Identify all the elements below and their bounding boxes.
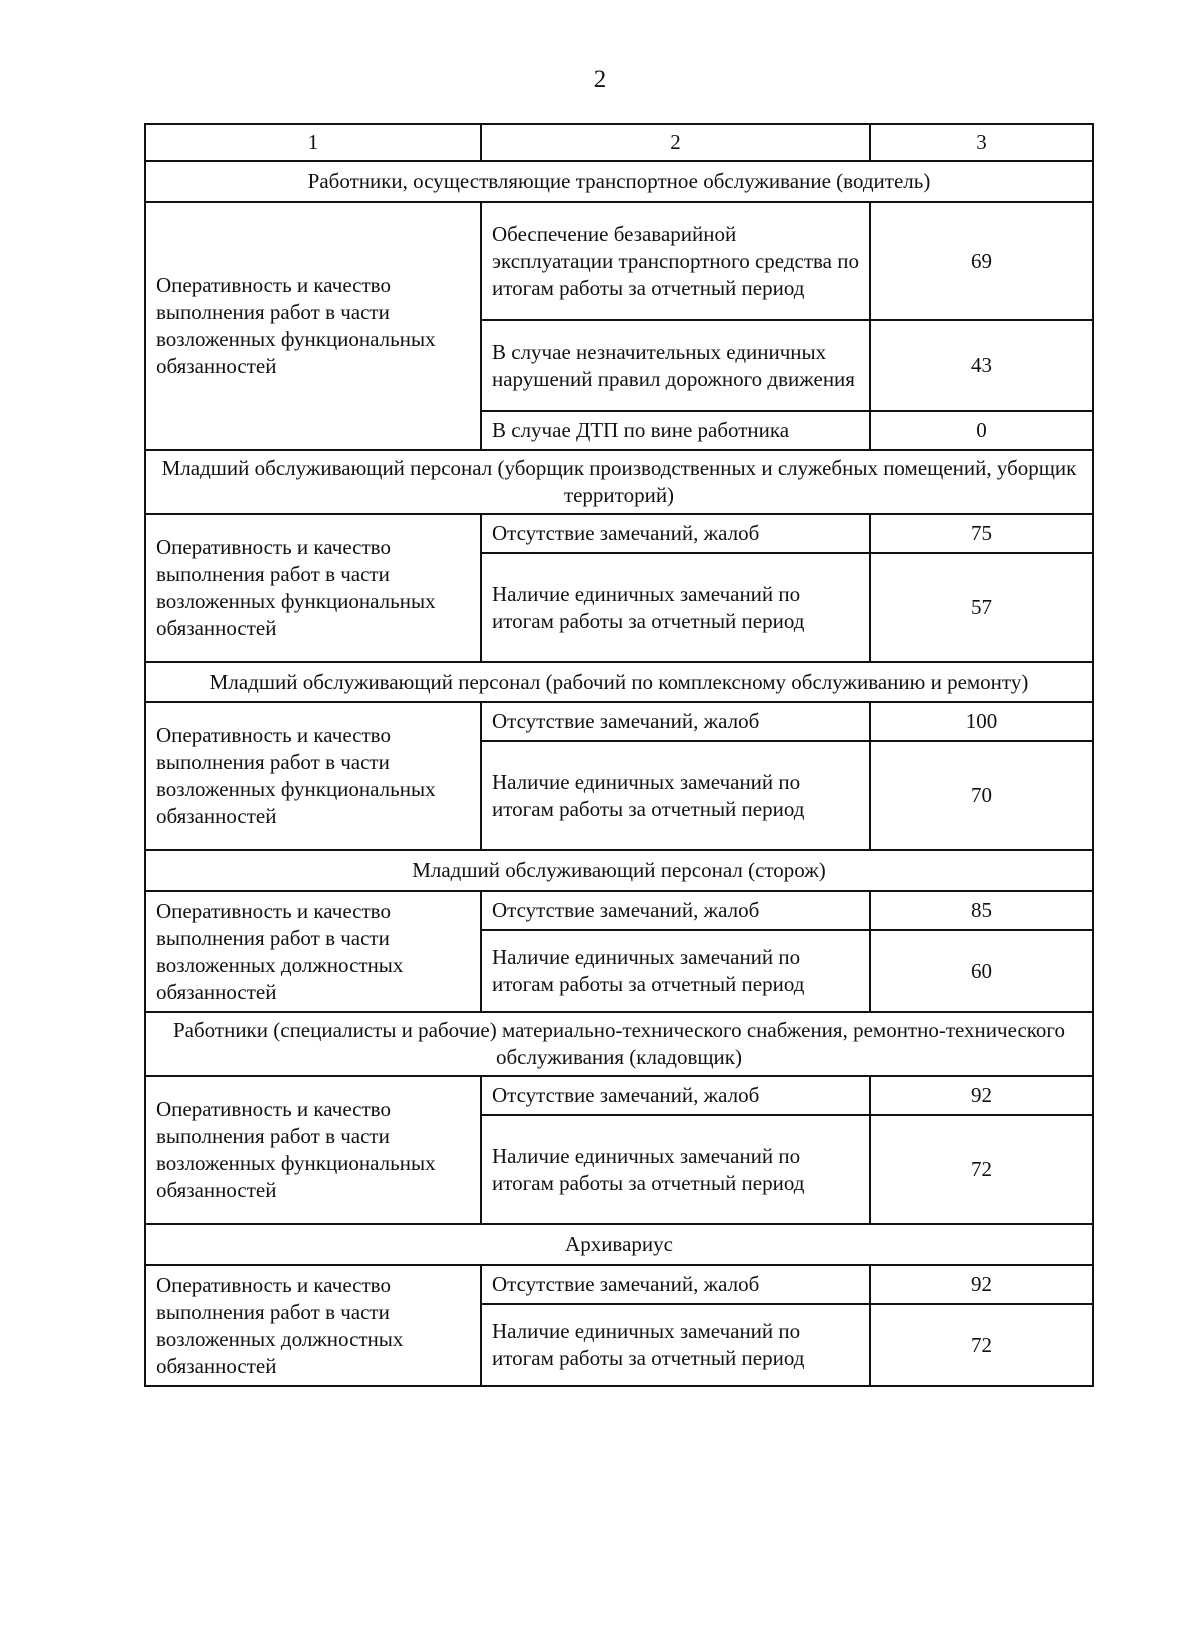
column-number-2: 2: [481, 124, 870, 161]
table-row: [145, 702, 1093, 741]
column-number-3: 3: [870, 124, 1093, 161]
table-row: [145, 1265, 1093, 1304]
score-cell: 72: [870, 1115, 1093, 1224]
score-cell: 69: [870, 202, 1093, 320]
table-row: [145, 1076, 1093, 1115]
indicator-cell: Наличие единичных замечаний по итогам работы за отчетный период: [481, 741, 870, 850]
section-title-driver: Работники, осуществляющие транспортное обслуживание (водитель): [145, 161, 1093, 202]
criterion-cell: Оперативность и качество выполнения работ в части возложенных функциональных обязанностей: [145, 702, 481, 850]
indicator-cell: Отсутствие замечаний, жалоб: [481, 1265, 870, 1304]
section-title-storekeeper: Работники (специалисты и рабочие) материально-технического снабжения, ремонтно-технического обслуживания (кладовщик): [145, 1012, 1093, 1076]
section-title-maintenance: Младший обслуживающий персонал (рабочий по комплексному обслуживанию и ремонту): [145, 662, 1093, 702]
section-title-watchman: Младший обслуживающий персонал (сторож): [145, 850, 1093, 891]
indicator-cell: Наличие единичных замечаний по итогам работы за отчетный период: [481, 553, 870, 662]
criterion-cell: Оперативность и качество выполнения работ в части возложенных функциональных обязанностей: [145, 514, 481, 662]
indicator-cell: Наличие единичных замечаний по итогам работы за отчетный период: [481, 930, 870, 1012]
indicator-cell: В случае ДТП по вине работника: [481, 411, 870, 450]
section-title-row: [145, 1012, 1093, 1076]
score-cell: 57: [870, 553, 1093, 662]
indicator-cell: Обеспечение безаварийной эксплуатации транспортного средства по итогам работы за отчетный период: [481, 202, 870, 320]
indicator-cell: Отсутствие замечаний, жалоб: [481, 514, 870, 553]
table-row: [145, 514, 1093, 553]
page-number: 2: [593, 66, 607, 93]
indicator-cell: Отсутствие замечаний, жалоб: [481, 891, 870, 930]
indicator-cell: Наличие единичных замечаний по итогам работы за отчетный период: [481, 1304, 870, 1386]
criterion-cell: Оперативность и качество выполнения работ в части возложенных должностных обязанностей: [145, 1265, 481, 1386]
score-cell: 92: [870, 1265, 1093, 1304]
section-title-cleaners: Младший обслуживающий персонал (уборщик производственных и служебных помещений, уборщик территорий): [145, 450, 1093, 514]
table-row: [145, 891, 1093, 930]
score-cell: 0: [870, 411, 1093, 450]
score-cell: 72: [870, 1304, 1093, 1386]
section-title-row: [145, 1224, 1093, 1265]
indicator-cell: Наличие единичных замечаний по итогам работы за отчетный период: [481, 1115, 870, 1224]
score-cell: 43: [870, 320, 1093, 411]
score-cell: 85: [870, 891, 1093, 930]
criteria-table: [144, 123, 1094, 1387]
column-number-row: [145, 124, 1093, 161]
criterion-cell: Оперативность и качество выполнения работ в части возложенных функциональных обязанностей: [145, 1076, 481, 1224]
table-row: [145, 202, 1093, 320]
indicator-cell: В случае незначительных единичных нарушений правил дорожного движения: [481, 320, 870, 411]
criterion-cell: Оперативность и качество выполнения работ в части возложенных функциональных обязанностей: [145, 202, 481, 450]
criterion-cell: Оперативность и качество выполнения работ в части возложенных должностных обязанностей: [145, 891, 481, 1012]
score-cell: 60: [870, 930, 1093, 1012]
section-title-archivist: Архивариус: [145, 1224, 1093, 1265]
indicator-cell: Отсутствие замечаний, жалоб: [481, 702, 870, 741]
section-title-row: [145, 662, 1093, 702]
score-cell: 75: [870, 514, 1093, 553]
section-title-row: [145, 850, 1093, 891]
section-title-row: [145, 161, 1093, 202]
indicator-cell: Отсутствие замечаний, жалоб: [481, 1076, 870, 1115]
section-title-row: [145, 450, 1093, 514]
score-cell: 70: [870, 741, 1093, 850]
column-number-1: 1: [145, 124, 481, 161]
score-cell: 100: [870, 702, 1093, 741]
score-cell: 92: [870, 1076, 1093, 1115]
